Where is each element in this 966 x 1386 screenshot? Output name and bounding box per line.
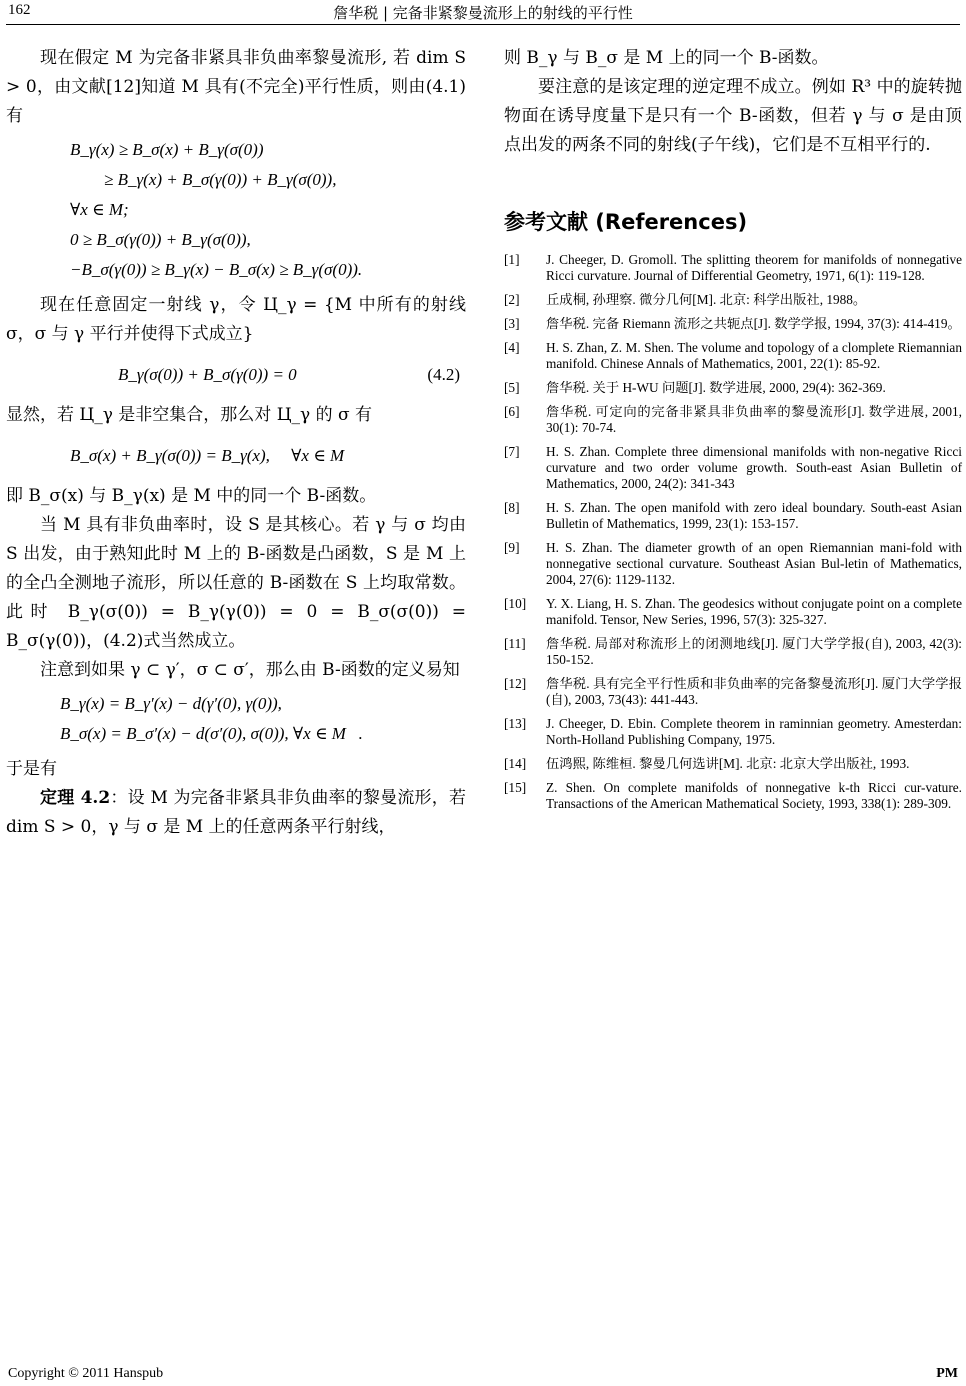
paragraph-thus: 于是有 <box>6 759 57 779</box>
paragraph-nonempty: 显然，若 Ц_γ 是非空集合，那么对 Ц_γ 的 σ 有 <box>6 405 372 425</box>
equation-line: B_γ(x) ≥ B_σ(x) + B_γ(σ(0)) <box>70 140 264 159</box>
reference-text: Z. Shen. On complete manifolds of nonnegative k-th Ricci cur-vature. Transactions of the American Mathematical Society, 1993, 338(1): 289-309. <box>546 780 962 811</box>
equation-block-4-4 <box>60 689 466 749</box>
equation-number: (4.2) <box>427 365 460 384</box>
paragraph-intro: 现在假定 M 为完备非紧具非负曲率黎曼流形, 若 dim S > 0，由文献[12]知道 M 具有(不完全)平行性质，则由(4.1)有 <box>6 48 466 126</box>
reference-item <box>504 444 962 492</box>
reference-text: 詹华税. 具有完全平行性质和非负曲率的完备黎曼流形[J]. 厦门大学学报(自), 2003, 73(43): 441-443. <box>546 676 962 707</box>
paragraph-inclusion: 注意到如果 γ ⊂ γ′，σ ⊂ σ′，那么由 B-函数的定义易知 <box>40 660 460 680</box>
reference-list <box>504 252 962 812</box>
right-column <box>504 44 962 820</box>
theorem-4-2 <box>6 784 466 842</box>
reference-text: J. Cheeger, D. Ebin. Complete theorem in raminnian geometry. Amesterdan: North-Holland Publishing Company, 1975. <box>546 716 962 747</box>
reference-text: 丘成桐, 孙理察. 微分几何[M]. 北京: 科学出版社, 1988。 <box>546 292 867 307</box>
reference-item <box>504 716 962 748</box>
left-column <box>6 44 466 842</box>
reference-item <box>504 340 962 372</box>
equation-line: B_σ(x) = B_σ′(x) − d(σ′(0), σ(0)), ∀x ∈ M . <box>60 724 363 743</box>
reference-item <box>504 540 962 588</box>
reference-item <box>504 404 962 436</box>
reference-number: [6] <box>504 404 520 419</box>
reference-text: H. S. Zhan. The diameter growth of an open Riemannian mani-fold with nonnegative sectional curvature. Southeast Asian Bul-letin of Mathematics, 2004, 27(6): 1129-1132. <box>546 540 962 587</box>
reference-text: H. S. Zhan, Z. M. Shen. The volume and topology of a clomplete Riemannian manifold. Chinese Annals of Mathematics, 2001, 22(1): 85-92. <box>546 340 962 371</box>
theorem-label: 定理 4.2 <box>40 788 111 808</box>
paragraph-converse: 要注意的是该定理的逆定理不成立。例如 R³ 中的旋转抛物面在诱导度量下是只有一个 B-函数，但若 γ 与 σ 是由顶点出发的两条不同的射线(子午线)，它们是不互相平行的. <box>504 77 962 155</box>
reference-item <box>504 676 962 708</box>
equation-line: 0 ≥ B_σ(γ(0)) + B_γ(σ(0)), <box>70 230 251 249</box>
equation-line: B_γ(x) = B_γ′(x) − d(γ′(0), γ(0)), <box>60 694 282 713</box>
reference-number: [15] <box>504 780 527 795</box>
reference-item <box>504 596 962 628</box>
copyright-notice: Copyright © 2011 Hanspub <box>8 1366 164 1381</box>
equation-4-3 <box>6 436 466 476</box>
reference-text: Y. X. Liang, H. S. Zhan. The geodesics without conjugate point on a complete manifold. Tensor, New Series, 1996, 57(3): 325-327. <box>546 596 962 627</box>
reference-text: J. Cheeger, D. Gromoll. The splitting theorem for manifolds of nonnegative Ricci curvature. Journal of Differential Geometry, 1971, 6(1): 119-128. <box>546 252 962 283</box>
theorem-text: ：设 M 为完备非紧具非负曲率的黎曼流形，若 dim S > 0，γ 与 σ 是 M 上的任意两条平行射线， <box>6 788 466 837</box>
paragraph-same-b-function: 即 B_σ(x) 与 B_γ(x) 是 M 中的同一个 B-函数。 <box>6 486 377 506</box>
reference-item <box>504 636 962 668</box>
reference-text: 詹华税. 可定向的完备非紧具非负曲率的黎曼流形[J]. 数学进展, 2001, 30(1): 70-74. <box>546 404 962 435</box>
reference-text: 伍鸿熙, 陈维桓. 黎曼几何选讲[M]. 北京: 北京大学出版社, 1993. <box>546 756 910 771</box>
reference-number: [7] <box>504 444 520 459</box>
reference-number: [9] <box>504 540 520 555</box>
equation-body: B_γ(σ(0)) + B_σ(γ(0)) = 0 <box>118 365 297 384</box>
equation-line: ∀x ∈ M; <box>70 200 129 219</box>
reference-item <box>504 380 962 396</box>
reference-text: H. S. Zhan. The open manifold with zero ideal boundary. South-east Asian Bulletin of Mathematics, 1999, 23(1): 153-157. <box>546 500 962 531</box>
paragraph-core: 当 M 具有非负曲率时，设 S 是其核心。若 γ 与 σ 均由 S 出发，由于熟知此时 M 上的 B-函数是凸函数，S 是 M 上的全凸全测地子流形，所以任意的 B-函数在 S 上均取常数。此时 B_γ(σ(0)) = B_γ(γ(0)) = 0 = B_σ(σ(0)) = B_σ(γ(0))，(4.2)式当然成立。 <box>6 515 466 651</box>
reference-text: 詹华税. 关于 H-WU 问题[J]. 数学进展, 2000, 29(4): 362-369. <box>546 380 886 395</box>
equation-line: ≥ B_γ(x) + B_σ(γ(0)) + B_γ(σ(0)), <box>70 170 337 189</box>
reference-number: [12] <box>504 676 527 691</box>
reference-item <box>504 780 962 812</box>
reference-item <box>504 756 962 772</box>
equation-block-4-1 <box>70 135 466 285</box>
paragraph-fix-ray: 现在任意固定一射线 γ，令 Ц_γ = {M 中所有的射线 σ，σ 与 γ 平行并使得下式成立} <box>6 295 466 344</box>
reference-item <box>504 252 962 284</box>
reference-number: [4] <box>504 340 520 355</box>
reference-number: [8] <box>504 500 520 515</box>
header-divider <box>6 24 960 25</box>
reference-text: H. S. Zhan. Complete three dimensional manifolds with non-negative Ricci curvature and two order volume growth. South-east Asian Bulletin of Mathematics, 2000, 24(2): 341-343 <box>546 444 962 491</box>
equation-line: −B_σ(γ(0)) ≥ B_γ(x) − B_σ(x) ≥ B_γ(σ(0)). <box>70 260 363 279</box>
reference-number: [10] <box>504 596 527 611</box>
reference-item <box>504 500 962 532</box>
equation-body: B_σ(x) + B_γ(σ(0)) = B_γ(x), ∀x ∈ M <box>70 446 345 465</box>
reference-number: [1] <box>504 252 520 267</box>
reference-number: [14] <box>504 756 527 771</box>
reference-number: [13] <box>504 716 527 731</box>
references-heading: 参考文献 (References) <box>504 210 748 234</box>
reference-item <box>504 316 962 332</box>
reference-text: 詹华税. 局部对称流形上的闭测地线[J]. 厦门大学学报(自), 2003, 42(3): 150-152. <box>546 636 962 667</box>
reference-number: [5] <box>504 380 520 395</box>
reference-text: 詹华税. 完备 Riemann 流形之共轭点[J]. 数学学报, 1994, 37(3): 414-419。 <box>546 316 961 331</box>
reference-number: [3] <box>504 316 520 331</box>
page-number: 162 <box>8 2 31 18</box>
reference-item <box>504 292 962 308</box>
running-title: 詹华税 | 完备非紧黎曼流形上的射线的平行性 <box>333 4 633 22</box>
journal-abbrev: PM <box>936 1366 958 1381</box>
reference-number: [2] <box>504 292 520 307</box>
equation-4-2 <box>6 355 466 395</box>
paragraph-theorem-conclusion: 则 B_γ 与 B_σ 是 M 上的同一个 B-函数。 <box>504 48 829 68</box>
reference-number: [11] <box>504 636 526 651</box>
